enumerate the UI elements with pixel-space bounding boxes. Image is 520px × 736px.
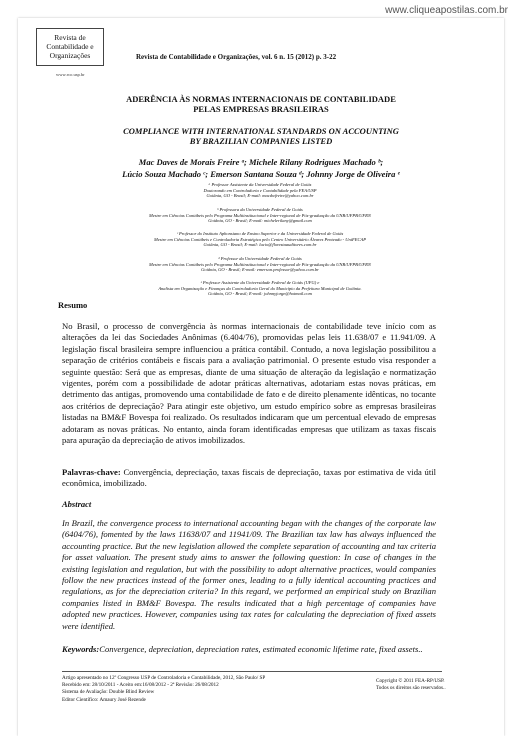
footer-line: Recebido em: 28/10/2011 - Aceito em:16/08/2012 - 2ª Revisão: 26/08/2012 bbox=[62, 682, 219, 689]
affiliation-line: ᵇ Professora da Universidade Federal de Goiás bbox=[217, 207, 303, 212]
resumo-text: No Brasil, o processo de convergência às normas internacionais de contabilidade teve início com as alterações da lei das Sociedades Anônimas (6.404/76), promovidas pelas leis 11.638/07 e 11.941/09. A legislação fiscal brasileira sempre influenciou a prática contábil. Contudo, a nova legislação possibilitou a separação de critérios contábeis e fiscais para a avaliação patrimonial. O presente estudo visa responder a seguinte questão: Será que as empresas, diante de uma situação de alteração da legislação e normatização vigentes, porém com a possibilidade de adotar práticas alternativas, adotariam estas novas práticas, em detrimento das antigas, promovendo uma contabilidade de fato e de direito plenamente idênticas, no tocante aos critérios de depreciação? Para atingir este objetivo, um estudo empírico sobre as empresas brasileiras listadas na BM&F Bovespa foi realizado. Os resultados indicaram que um percentual elevado de empresas adotaram as novas práticas. No entanto, ainda foram identificadas empresas que utilizam as taxas fiscais para apuração da depreciação de ativos imobilizados. bbox=[62, 321, 436, 446]
palavras-chave bbox=[62, 467, 436, 490]
keywords bbox=[62, 644, 436, 655]
journal-reference: Revista de Contabilidade e Organizações, vol. 6 n. 15 (2012) p. 3-22 bbox=[136, 53, 337, 61]
affiliation-line: Mestre em Ciências Contábeis pelo Programa Multiinstitucional e Inter-regional de Pós-graduação da UNB/UFPB/UFRN bbox=[149, 212, 371, 218]
affiliation-line: ᵉ Professor Assistente da Universidade Federal de Goiás (UFG) e bbox=[200, 280, 320, 285]
author-line: Lúcio Souza Machado ᶜ; Emerson Santana Souza ᵈ; Johnny Jorge de Oliveira ᵉ bbox=[122, 169, 400, 179]
keywords-label: Keywords: bbox=[62, 644, 100, 654]
logo-line: Organizações bbox=[49, 51, 91, 60]
affiliation-line: Goiânia, GO - Brasil; E-mail: johnnyjorge@hotmail.com bbox=[208, 291, 312, 296]
title-portuguese bbox=[36, 94, 486, 114]
author-line: Mac Daves de Morais Freire ᵃ; Michele Rilany Rodrigues Machado ᵇ; bbox=[138, 157, 384, 167]
affiliation-line: Mestre em Ciências Contábeis pelo Programa Multiinstitucional e Inter-regional de Pós-graduação da UNB/UFPB/UFRN bbox=[149, 261, 371, 267]
journal-logo bbox=[36, 28, 104, 66]
affiliation-line: Doutorando em Controladoria e Contabilidade pela FEA/USP bbox=[203, 187, 317, 193]
affiliation-line: ᶜ Professor do Instituto Aphonsiano de Ensino Superior e da Universidade Federal de Goiás bbox=[176, 231, 344, 236]
logo-line: Revista de bbox=[54, 33, 86, 42]
affiliation-line: Goiânia, GO - Brasil; E-mail: macdwfreire@yahoo.com.br bbox=[206, 193, 314, 198]
resumo-heading: Resumo bbox=[58, 300, 88, 310]
authors bbox=[36, 156, 486, 180]
abstract-text: In Brazil, the convergence process to international accounting began with the changes of the corporate law (6404/76), fomented by the laws 11638/07 and 11941/09. The Brazilian tax law has always influenced the accounting practice. But the new legislation allowed the complete separation of accounting and tax criteria for asset valuation. The present study aims to answer the following question: In case of changes in the existing legislation and regulation, but with the possibility to adopt alternative practices, would companies follow the new practices instead of the former ones, leading to a fully identical accounting practices and regulations, as for the depreciation criteria? In this regard, we performed an empirical study on Brazilian companies listed in BM&F Bovespa. The results indicated that a high percentage of companies have adopted new practices. However, companies using tax rates for calculating the depreciation of fixed assets were identified. bbox=[62, 518, 436, 631]
abstract-heading: Abstract bbox=[62, 499, 92, 509]
affiliation-c bbox=[60, 231, 460, 248]
footer-line: Editor Científico: Amaury José Rezende bbox=[62, 696, 146, 703]
copyright-line: Todos os direitos são reservados.. bbox=[376, 685, 446, 692]
title-line: ADERÊNCIA ÀS NORMAS INTERNACIONAIS DE CONTABILIDADE bbox=[126, 94, 396, 104]
affiliation-a bbox=[60, 182, 460, 199]
copyright-line: Copyright © 2011 FEA-RP/USP. bbox=[376, 678, 445, 684]
affiliation-line: Goiânia, GO - Brasil; E-mail: lucio@florestaauditores.com.br bbox=[203, 242, 317, 247]
affiliation-d bbox=[60, 256, 460, 273]
affiliation-b bbox=[60, 207, 460, 224]
watermark: www.cliqueapostilas.com.br bbox=[385, 5, 508, 16]
affiliation-line: ᵈ Professor da Universidade Federal de Goiás bbox=[218, 256, 302, 261]
affiliation-line: Mestre em Ciências Contábeis e Controladoria Estratégica pelo Centro Universitário Álvares Penteado - UniFECAP bbox=[154, 236, 366, 242]
affiliation-line: Goiânia, GO - Brasil; E-mail: emerson.professor@yahoo.com.br bbox=[201, 267, 319, 272]
title-english bbox=[36, 126, 486, 146]
affiliation-line: ᵃ Professor Assistente da Universidade Federal de Goiás bbox=[208, 182, 312, 187]
keywords-text: Convergence, depreciation, depreciation rates, estimated economic lifetime rate, fixed assets.. bbox=[99, 644, 423, 654]
affiliation-e bbox=[60, 280, 460, 297]
title-line: COMPLIANCE WITH INTERNATIONAL STANDARDS ON ACCOUNTING bbox=[123, 126, 399, 136]
title-line: BY BRAZILIAN COMPANIES LISTED bbox=[189, 136, 333, 146]
palavras-chave-text: Convergência, depreciação, taxas fiscais de depreciação, taxas por estimativa de vida útil econômica, imobilizado. bbox=[62, 467, 436, 489]
affiliation-line: Analista em Organização e Finanças da Controladoria Geral do Município da Prefeitura Municipal de Goiânia. bbox=[158, 285, 362, 291]
affiliation-line: Goiânia, GO - Brasil; E-mail: michelerilany@gmail.com bbox=[208, 218, 312, 223]
logo-line: Contabilidade e bbox=[46, 42, 94, 51]
logo-url: www.rco.usp.br bbox=[56, 72, 85, 77]
copyright bbox=[376, 678, 446, 692]
footer-notes bbox=[62, 675, 265, 704]
palavras-chave-label: Palavras-chave: bbox=[62, 467, 121, 477]
footer-line: Artigo apresentado no 12º Congresso USP de Controladoria e Contabilidade, 2012, São Paulo/ SP bbox=[62, 675, 266, 681]
footer-divider bbox=[62, 671, 442, 672]
footer-line: Sistema de Avaliação: Double Blind Review bbox=[62, 689, 155, 696]
title-line: PELAS EMPRESAS BRASILEIRAS bbox=[193, 104, 329, 114]
